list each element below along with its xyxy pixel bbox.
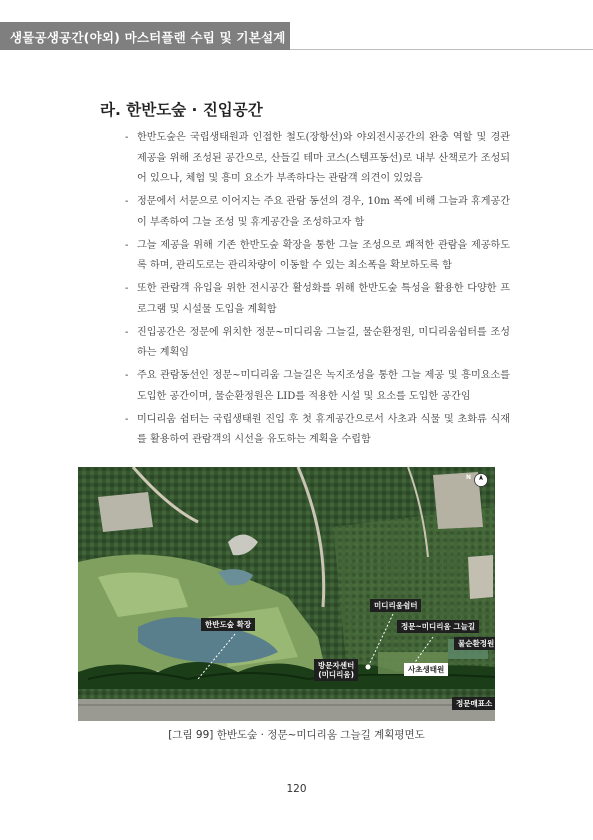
bullet-item [125,279,510,320]
compass-icon [474,473,488,487]
bullet-text: 또한 관람객 유입을 위한 전시공간 활성화를 위해 한반도숲 특성을 활용한 다양한 프로그램 및 시설물 도입을 계획함 [137,283,510,315]
bullet-marker: - [125,196,129,207]
figure-caption: [그림 99] 한반도숲 · 정문~미디리움 그늘길 계획평면도 [168,729,425,741]
bullet-marker: - [125,413,129,425]
bullet-item [125,323,510,364]
building-east [468,555,493,599]
railway [78,699,495,721]
site-plan-map [78,467,495,721]
bullet-marker: - [125,132,129,143]
label-water-garden: 물순환정원 [454,637,495,650]
label-sedge-garden: 사초생태원 [404,663,448,676]
bullet-text: 정문에서 서문으로 이어지는 주요 관람 동선의 경우, 10m 폭에 비해 그늘과 휴게공간이 부족하여 그늘 조성 및 휴게공간을 조성하고자 함 [137,196,510,228]
building-cluster [98,492,153,532]
label-hanbando-expansion: 한반도숲 확장 [201,618,255,631]
bullet-marker: - [125,326,129,338]
bullet-item [125,410,510,451]
bullet-text: 주요 관람동선인 정문~미디리움 그늘길은 녹지조성을 통한 그늘 제공 및 흥미요소를 도입한 공간이며, 물순환정원은 LID를 적용한 시설 및 요소를 도입한 공간임 [137,370,510,402]
bullet-item [125,128,510,190]
bullet-marker: - [125,239,129,251]
section-title: 라. 한반도숲 · 진입공간 [100,101,263,119]
header-divider [290,49,593,50]
page-number: 120 [286,783,307,795]
bullet-text: 그늘 제공을 위해 기존 한반도숲 확장을 통한 그늘 조성으로 쾌적한 관람을 제공하도록 하며, 관리도로는 관리차량이 이동할 수 있는 최소폭을 확보하도록 함 [137,239,510,271]
visitor-center-name: 방문자센터 [318,661,355,670]
bullet-item [125,192,510,233]
label-ticket-office: 정문매표소 [452,697,495,710]
header-bar [0,22,290,50]
bullet-marker: - [125,370,129,381]
compass-letter: N [466,474,472,481]
label-visitor-center [314,659,358,681]
bullet-marker: - [125,283,129,294]
bullet-text: 진입공간은 정문에 위치한 정문~미디리움 그늘길, 물순환정원, 미디리움쉼터를 조성하는 계획임 [137,326,510,358]
marker-dot [366,665,371,670]
bullet-item [125,366,510,407]
visitor-center-sub: (미디리움) [318,670,355,679]
label-medirium-shelter: 미디리움쉼터 [370,599,421,612]
site-plan-figure [78,467,495,721]
bullet-text: 미디리움 쉼터는 국립생태원 진입 후 첫 휴게공간으로서 사초과 식물 및 초화류 식재를 활용하여 관람객의 시선을 유도하는 계획을 수립함 [137,413,510,445]
bullet-item [125,236,510,277]
header-title: 생물공생공간(야외) 마스터플랜 수립 및 기본설계 [10,30,286,45]
bullet-list [125,128,510,453]
label-shade-path: 정문~미디리움 그늘길 [397,620,479,633]
bullet-text: 한반도숲은 국립생태원과 인접한 철도(장항선)와 야외전시공간의 완충 역할 및 경관 제공을 위해 조성된 공간으로, 산들길 테마 코스(스템프동선)로 내부 산책로가 조성되어 있으나, 체험 및 흥미 요소가 부족하다는 관람객 의견이 있었음 [137,132,510,184]
